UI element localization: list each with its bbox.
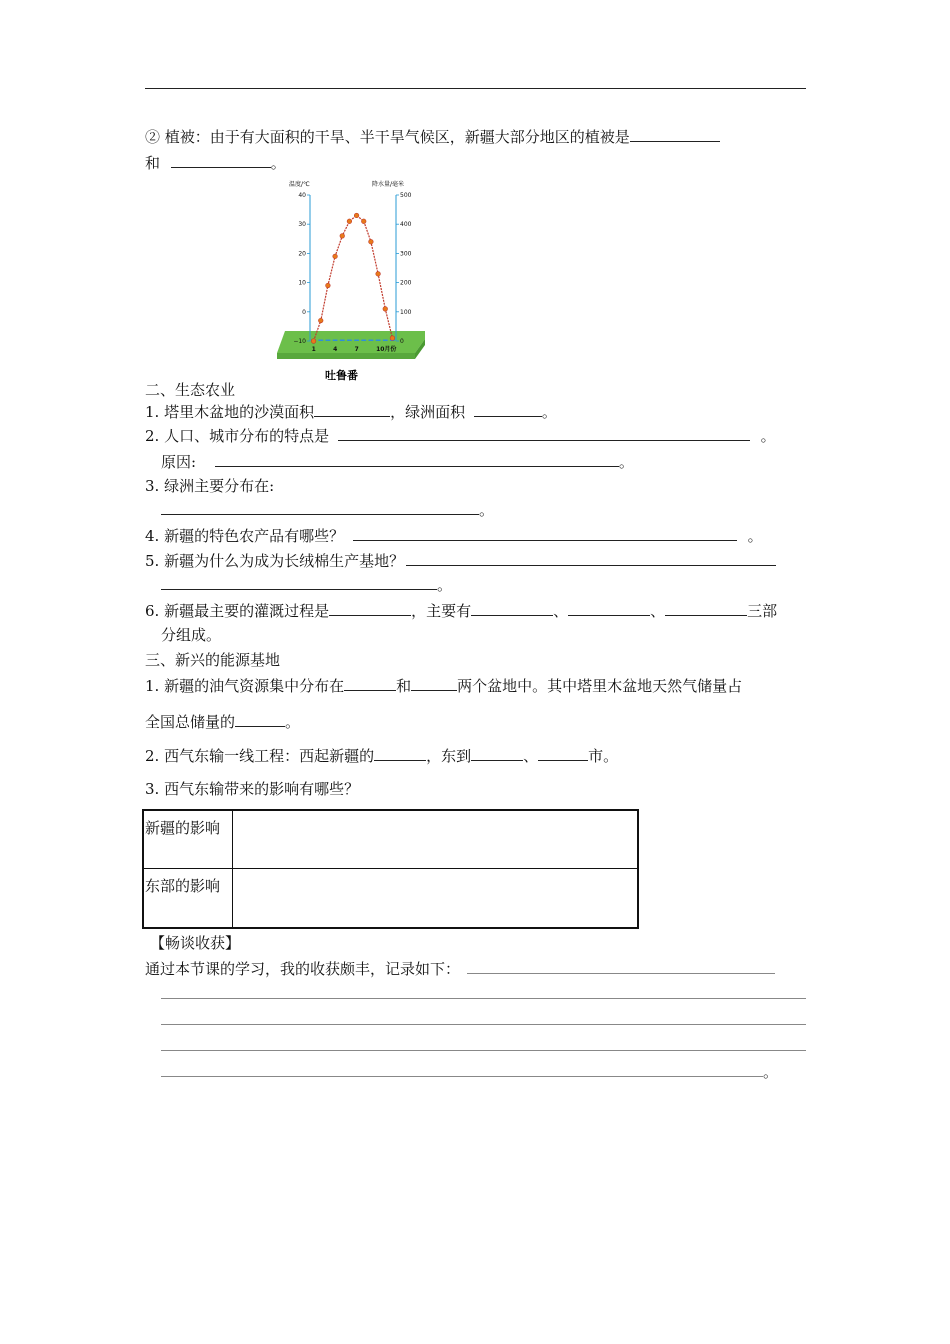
section-2-heading: 二、生态农业 xyxy=(145,381,236,399)
question-3-1 xyxy=(145,676,742,696)
answer-blank[interactable] xyxy=(329,601,411,616)
answer-blank[interactable] xyxy=(161,500,479,515)
vegetation-question xyxy=(145,127,720,147)
y-right-tick-label: 100 xyxy=(400,308,412,316)
answer-blank[interactable] xyxy=(161,1010,806,1025)
question-2-6 xyxy=(145,601,777,621)
answer-blank[interactable] xyxy=(471,601,553,616)
temperature-point xyxy=(376,272,381,277)
answer-blank[interactable] xyxy=(171,153,271,168)
vegetation-and-text: 和 xyxy=(145,154,161,172)
y-right-tick-label: 400 xyxy=(400,221,412,229)
question-2-5 xyxy=(145,551,776,571)
question-text: ，主要有 xyxy=(411,602,472,620)
period-text: 。 xyxy=(270,154,286,172)
harvest-line xyxy=(161,984,806,1004)
chart-ground xyxy=(277,331,425,359)
answer-blank[interactable] xyxy=(406,551,776,566)
table-row xyxy=(144,811,637,869)
precipitation-bar xyxy=(354,340,359,342)
question-text: 全国总储量的 xyxy=(145,713,236,731)
vegetation-question-text: ② 植被：由于有大面积的干旱、半干旱气候区，新疆大部分地区的植被是 xyxy=(145,128,630,146)
table-divider xyxy=(232,811,233,868)
question-text: 和 xyxy=(396,677,412,695)
question-text: ，绿洲面积 xyxy=(390,403,466,421)
question-text: 6. 新疆最主要的灌溉过程是 xyxy=(145,602,330,620)
y-left-tick-label: 10 xyxy=(298,279,306,287)
precipitation-bar xyxy=(376,340,381,342)
question-2-2-reason xyxy=(161,452,634,472)
temperature-point xyxy=(369,239,374,244)
precipitation-bar xyxy=(383,340,388,342)
period-text: 。 xyxy=(760,427,776,445)
header-rule xyxy=(145,88,806,89)
y-right-tick-label: 300 xyxy=(400,250,412,258)
answer-blank[interactable] xyxy=(630,127,720,142)
answer-blank[interactable] xyxy=(161,1062,763,1077)
precipitation-bar xyxy=(347,340,352,342)
period-text: 。 xyxy=(479,501,495,519)
temperature-point xyxy=(326,283,331,288)
temperature-line xyxy=(314,215,393,341)
answer-blank[interactable] xyxy=(235,712,285,727)
precipitation-bar xyxy=(333,340,338,342)
answer-blank[interactable] xyxy=(538,746,588,761)
question-2-6-cont: 分组成。 xyxy=(161,626,222,644)
temperature-point xyxy=(347,219,352,224)
question-3-1-cont xyxy=(145,712,300,732)
period-text: 。 xyxy=(541,403,557,421)
separator-text: 、 xyxy=(553,602,569,620)
answer-blank[interactable] xyxy=(471,746,523,761)
answer-blank[interactable] xyxy=(161,984,806,999)
question-text: ，东到 xyxy=(426,747,472,765)
x-tick-label: 4 xyxy=(333,346,338,353)
vegetation-question-line2 xyxy=(145,153,286,173)
question-text: 市。 xyxy=(588,747,619,765)
y-right-tick-label: 0 xyxy=(400,338,404,345)
x-tick-label: 1 xyxy=(311,346,316,353)
table-row-label: 新疆的影响 xyxy=(145,819,221,837)
period-text: 。 xyxy=(747,527,763,545)
temperature-point xyxy=(333,254,338,259)
period-text: 。 xyxy=(285,713,301,731)
period-text: 。 xyxy=(437,576,453,594)
climate-chart xyxy=(275,175,435,385)
question-2-3: 3. 绿洲主要分布在: xyxy=(145,477,275,495)
y-right-tick-label: 500 xyxy=(400,192,412,199)
answer-blank[interactable] xyxy=(374,746,426,761)
question-2-3-answer xyxy=(161,500,494,520)
question-text: 两个盆地中。其中塔里木盆地天然气储量占 xyxy=(457,677,743,695)
question-3-2 xyxy=(145,746,618,766)
y-right-tick-label: 200 xyxy=(400,279,412,287)
precipitation-bar xyxy=(326,340,331,342)
question-text: 4. 新疆的特色农产品有哪些？ xyxy=(145,527,345,545)
table-row-label: 东部的影响 xyxy=(145,877,221,895)
harvest-heading: 【畅谈收获】 xyxy=(150,934,241,952)
question-text: 2. 人口、城市分布的特点是 xyxy=(145,427,330,445)
question-text: 5. 新疆为什么为成为长绒棉生产基地？ xyxy=(145,552,405,570)
precipitation-bar xyxy=(318,340,323,342)
y-left-tick-label: 40 xyxy=(298,192,306,199)
question-2-4 xyxy=(145,526,763,546)
answer-blank[interactable] xyxy=(467,959,775,974)
y-left-tick-label: 30 xyxy=(298,221,306,229)
harvest-text: 通过本节课的学习，我的收获颇丰，记录如下： xyxy=(145,960,461,978)
y-left-ticks xyxy=(293,192,310,345)
answer-blank[interactable] xyxy=(338,426,750,441)
y-left-tick-label: 20 xyxy=(298,250,306,258)
y-left-tick-label: −10 xyxy=(293,338,306,345)
temperature-point xyxy=(354,213,359,218)
y-right-ticks xyxy=(396,192,412,345)
x-tick-label: 10月份 xyxy=(376,346,397,353)
x-tick-label: 7 xyxy=(354,346,359,353)
question-3-3: 3. 西气东输带来的影响有哪些？ xyxy=(145,780,360,798)
impact-table xyxy=(142,809,639,929)
temperature-point xyxy=(340,234,345,239)
separator-text: 、 xyxy=(650,602,666,620)
question-text: 2. 西气东输一线工程：西起新疆的 xyxy=(145,747,375,765)
reason-label: 原因: xyxy=(161,453,197,471)
y-left-title: 温度/℃ xyxy=(289,181,310,188)
answer-blank[interactable] xyxy=(161,575,437,590)
answer-blank[interactable] xyxy=(344,676,396,691)
period-text: 。 xyxy=(763,1063,779,1081)
precipitation-bar xyxy=(361,340,366,342)
harvest-line-last xyxy=(161,1062,778,1082)
temperature-point xyxy=(318,318,323,323)
harvest-line xyxy=(161,1010,806,1030)
y-right-title: 降水量/毫米 xyxy=(372,181,405,188)
answer-blank[interactable] xyxy=(353,526,737,541)
question-text: 1. 新疆的油气资源集中分布在 xyxy=(145,677,345,695)
period-text: 。 xyxy=(618,453,634,471)
answer-blank[interactable] xyxy=(474,402,542,417)
answer-blank[interactable] xyxy=(411,676,457,691)
section-3-heading: 三、新兴的能源基地 xyxy=(145,651,281,669)
harvest-prompt xyxy=(145,959,775,979)
question-2-2 xyxy=(145,426,776,446)
answer-blank[interactable] xyxy=(215,452,619,467)
chart-caption: 吐鲁番 xyxy=(325,369,358,382)
separator-text: 、 xyxy=(523,747,539,765)
temperature-point xyxy=(383,307,388,312)
answer-blank[interactable] xyxy=(568,601,650,616)
table-row xyxy=(144,869,637,927)
temperature-point xyxy=(390,336,395,341)
answer-blank[interactable] xyxy=(665,601,747,616)
y-left-tick-label: 0 xyxy=(302,308,306,316)
harvest-line xyxy=(161,1036,806,1056)
temperature-point xyxy=(311,339,316,344)
precipitation-bar xyxy=(340,340,345,342)
question-text: 1. 塔里木盆地的沙漠面积 xyxy=(145,403,315,421)
table-divider xyxy=(232,869,233,927)
temperature-points xyxy=(311,213,394,343)
temperature-point xyxy=(361,219,366,224)
question-text: 三部 xyxy=(747,602,778,620)
answer-blank[interactable] xyxy=(161,1036,806,1051)
question-2-5-answer xyxy=(161,575,452,595)
precipitation-bar xyxy=(369,340,374,342)
question-2-1 xyxy=(145,402,557,422)
answer-blank[interactable] xyxy=(314,402,390,417)
